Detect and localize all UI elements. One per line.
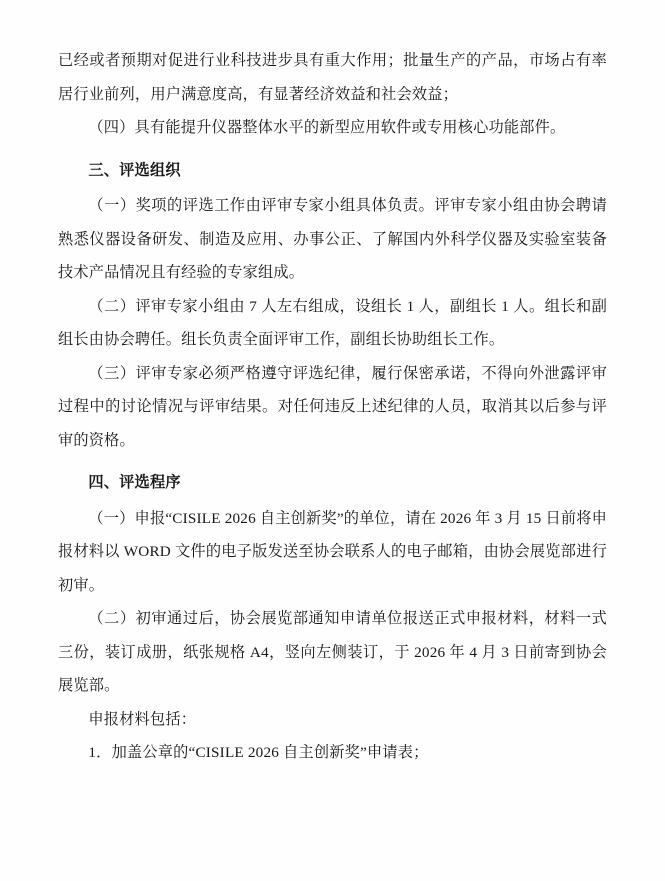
paragraph-org-two: （二）评审专家小组由 7 人左右组成，设组长 1 人，副组长 1 人。组长和副组长由协会聘任。组长负责全面评审工作，副组长协助组长工作。: [58, 297, 607, 348]
paragraph-proc-two: （二）初审通过后，协会展览部通知申请单位报送正式申报材料，材料一式三份，装订成册，纸张规格 A4，竖向左侧装订，于 2026 年 4 月 3 日前寄到协会展览部。: [58, 610, 607, 694]
document-body: [58, 44, 607, 770]
paragraph-materials-item-1: 1．加盖公章的“CISILE 2026 自主创新奖”申请表；: [88, 744, 429, 761]
heading-section-four: 四、评选程序: [88, 474, 181, 491]
paragraph-org-one: （一）奖项的评选工作由评审专家小组具体负责。评审专家小组由协会聘请熟悉仪器设备研发、制造及应用、办事公正、了解国内外科学仪器及实验室装备技术产品情况且有经验的专家组成。: [58, 197, 607, 281]
heading-section-three: 三、评选组织: [88, 161, 181, 179]
paragraph-org-three: （三）评审专家必须严格遵守评选纪律，履行保密承诺，不得向外泄露评审过程中的讨论情况与评审结果。对任何违反上述纪律的人员，取消其以后参与评审的资格。: [58, 364, 607, 449]
paragraph-materials-label: 申报材料包括：: [88, 710, 197, 728]
paragraph-achievement-continued: 已经或者预期对促进行业科技进步具有重大作用；批量生产的产品，市场占有率居行业前列，用户满意度高，有显著经济效益和社会效益；: [58, 52, 607, 103]
paragraph-proc-one: （一）申报“CISILE 2026 自主创新奖”的单位，请在 2026 年 3 月 15 日前将申报材料以 WORD 文件的电子版发送至协会联系人的电子邮箱，由协会展览部进行初审。: [58, 509, 607, 594]
paragraph-item-four: （四）具有能提升仪器整体水平的新型应用软件或专用核心功能部件。: [88, 119, 566, 136]
